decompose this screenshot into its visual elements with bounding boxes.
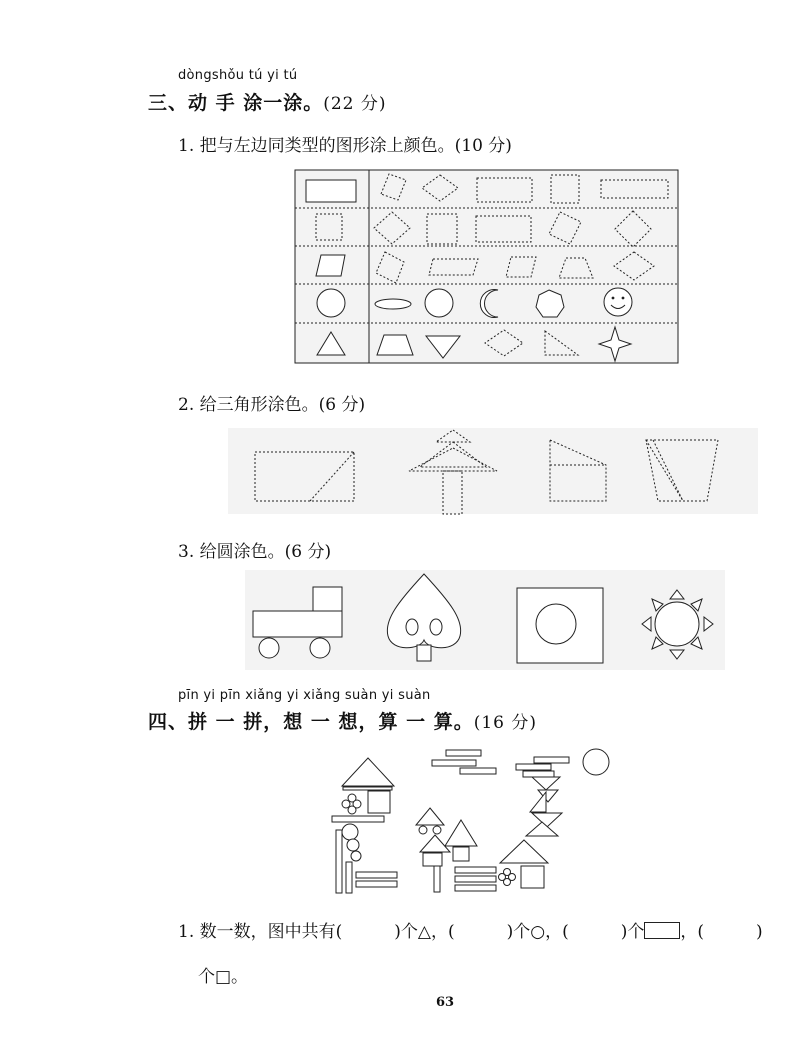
section4-pinyin: pīn yi pīn xiǎng yi xiǎng suàn yi suàn [178,688,431,703]
after-blank-1: )个△，( [394,922,455,942]
after-rect: ，( [680,922,704,942]
count-prefix: 1. 数一数，图中共有( [178,922,343,942]
rectangle-symbol [644,922,680,939]
question-3: 3. 给圆涂色。(6 分) [178,542,332,562]
question-1: 1. 把与左边同类型的图形涂上颜色。(10 分) [178,136,512,156]
question-2: 2. 给三角形涂色。(6 分) [178,395,366,415]
section4-title-text: 四、拼 一 拼，想 一 想，算 一 算。 [148,711,474,733]
after-blank-3: )个 [620,922,645,942]
right-column [516,749,609,836]
count-question-line1 [178,917,763,942]
line1-end: ) [756,922,763,942]
section3-points: (22 分) [323,94,387,114]
left-house [332,758,397,893]
section3-title-text: 三、动 手 涂一涂。 [148,92,324,114]
right-house [499,840,549,888]
count-question-line2: 个□。 [198,967,249,987]
after-blank-2: )个○，( [506,922,569,942]
middle-houses [416,750,496,892]
section3-pinyin: dòngshǒu tú yi tú [178,68,298,83]
section4-points: (16 分) [473,713,538,733]
page-number: 63 [436,995,455,1010]
